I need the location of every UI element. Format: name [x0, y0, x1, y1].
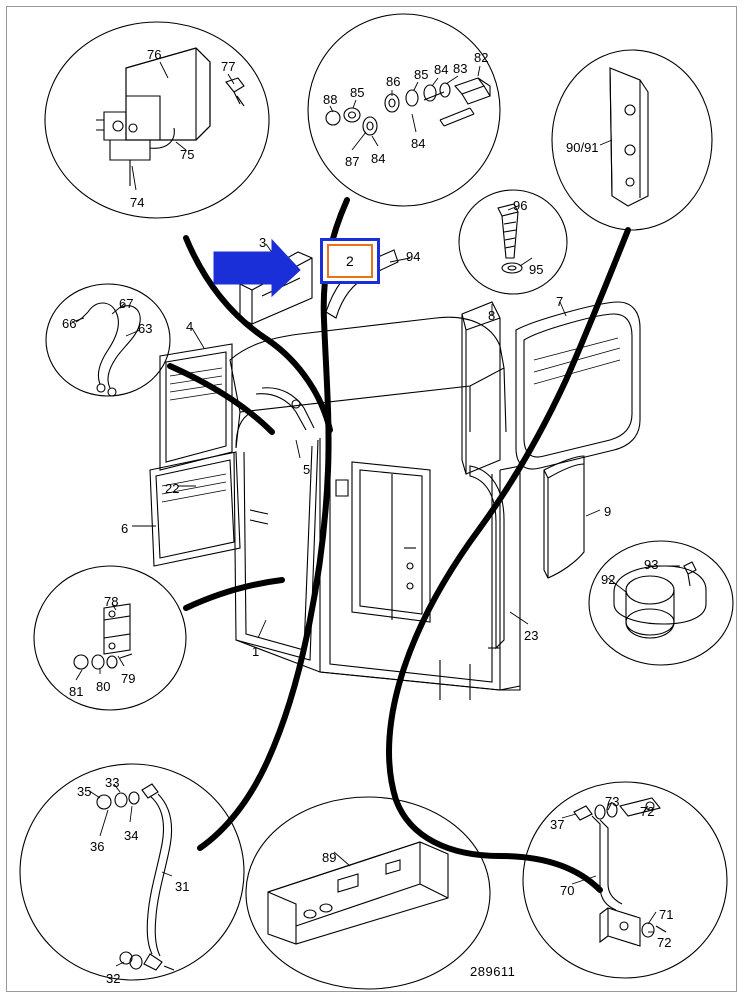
- callout-75: 75: [180, 147, 195, 162]
- cable-78-stub: [186, 580, 282, 608]
- detail-95-96: [498, 204, 522, 273]
- detail-63-67: [76, 303, 140, 396]
- callout-1: 1: [252, 644, 260, 659]
- detail-70-73: [574, 798, 666, 946]
- callout-5: 5: [303, 462, 311, 477]
- callout-32: 32: [106, 971, 121, 986]
- callout-31: 31: [175, 879, 190, 894]
- callout-72-a: 72: [640, 804, 655, 819]
- callout-82: 82: [474, 50, 489, 65]
- callout-74: 74: [130, 195, 145, 210]
- callout-80: 80: [96, 679, 111, 694]
- callout-9: 9: [604, 504, 612, 519]
- callout-79: 79: [121, 671, 136, 686]
- callout-88: 88: [323, 92, 338, 107]
- callout-22: 22: [165, 481, 180, 496]
- callout-94: 94: [406, 249, 421, 264]
- callout-81: 81: [69, 684, 84, 699]
- callout-95: 95: [529, 262, 544, 277]
- callout-66: 66: [62, 316, 77, 331]
- callout-71: 71: [659, 907, 674, 922]
- cable-right: [389, 230, 628, 890]
- callout-76: 76: [147, 47, 162, 62]
- detail-89: [268, 842, 448, 944]
- drawing-number: 289611: [470, 964, 516, 979]
- callout-87: 87: [345, 154, 360, 169]
- callout-84-b: 84: [371, 151, 386, 166]
- callout-90-91: 90/91: [566, 140, 599, 155]
- cab-assembly: [150, 250, 640, 700]
- callout-78: 78: [104, 594, 119, 609]
- callout-72-b: 72: [657, 935, 672, 950]
- callout-63: 63: [138, 321, 153, 336]
- callout-70: 70: [560, 883, 575, 898]
- callout-7: 7: [556, 294, 564, 309]
- callout-83: 83: [453, 61, 468, 76]
- callout-77: 77: [221, 59, 236, 74]
- callout-8: 8: [488, 308, 496, 323]
- detail-78-81: [74, 604, 132, 669]
- callout-96: 96: [513, 198, 528, 213]
- callout-37: 37: [550, 817, 565, 832]
- callout-84-c: 84: [411, 136, 426, 151]
- bubble-31-36: [20, 764, 244, 980]
- highlight-number: 2: [346, 253, 354, 269]
- callout-92: 92: [601, 572, 616, 587]
- callout-23: 23: [524, 628, 539, 643]
- callout-85-a: 85: [350, 85, 365, 100]
- highlight-box-part-2[interactable]: [320, 238, 380, 284]
- detail-90-91: [610, 68, 648, 206]
- callout-3: 3: [259, 235, 267, 250]
- callout-4: 4: [186, 319, 194, 334]
- callout-93: 93: [644, 557, 659, 572]
- detail-31-36: [97, 784, 174, 970]
- callout-84-a: 84: [434, 62, 449, 77]
- bubble-89: [246, 797, 490, 989]
- callout-89: 89: [322, 850, 337, 865]
- callout-67: 67: [119, 296, 134, 311]
- callout-73: 73: [605, 794, 620, 809]
- callout-6: 6: [121, 521, 129, 536]
- callout-36: 36: [90, 839, 105, 854]
- callout-33: 33: [105, 775, 120, 790]
- callout-35: 35: [77, 784, 92, 799]
- callout-86: 86: [386, 74, 401, 89]
- detail-92-93: [614, 562, 706, 638]
- callout-34: 34: [124, 828, 139, 843]
- callout-85-b: 85: [414, 67, 429, 82]
